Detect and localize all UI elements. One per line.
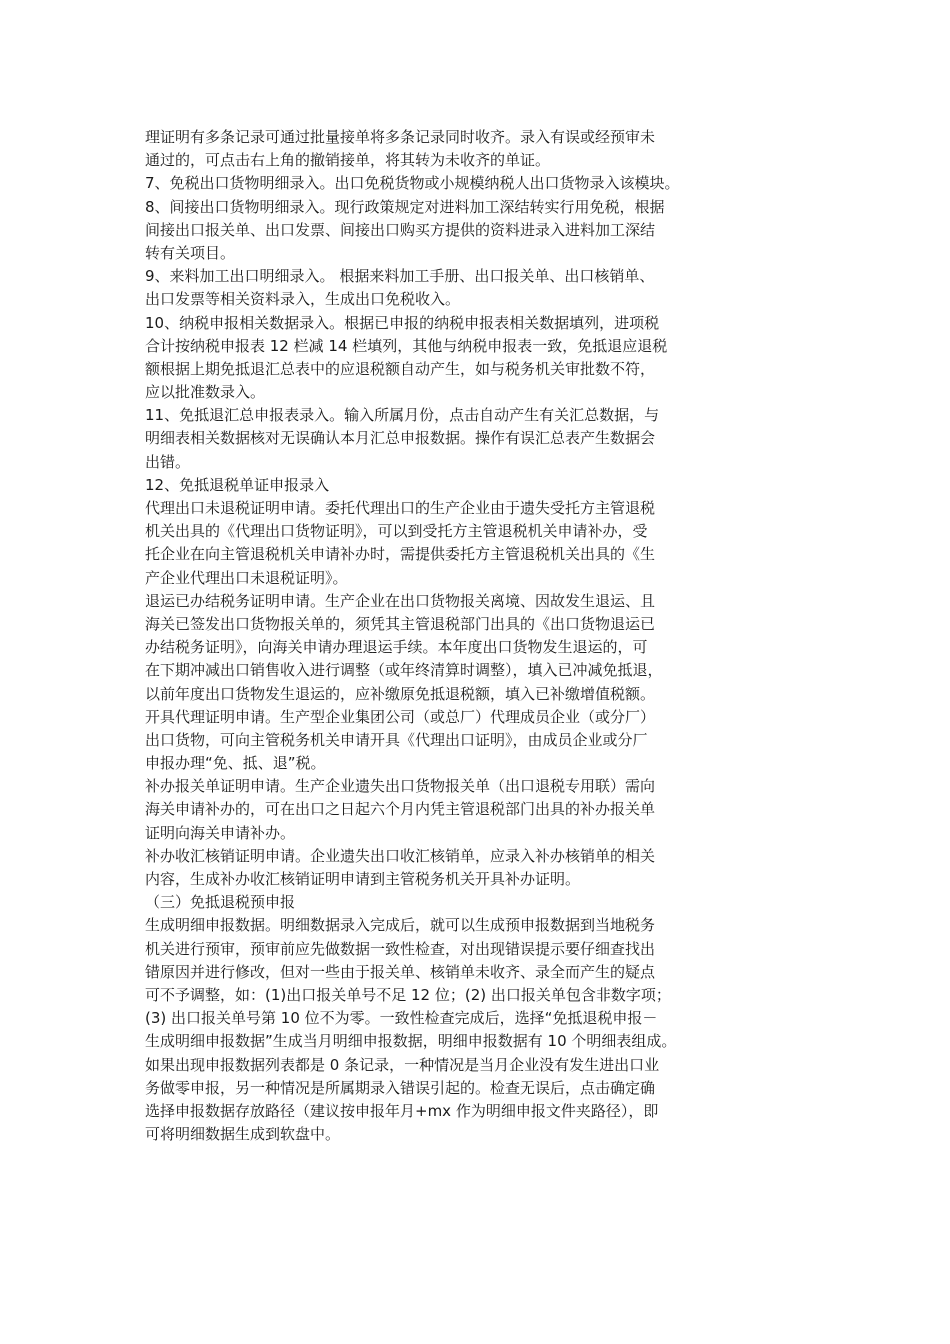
text-line: 9、来料加工出口明细录入。 根据来料加工手册、出口报关单、出口核销单、 [145,267,655,286]
text-line: 以前年度出口货物发生退运的，应补缴原免抵退税额，填入已补缴增值税额。 [145,684,656,703]
text-line: 出错。 [145,452,191,471]
text-line: 8、间接出口货物明细录入。现行政策规定对进料加工深结转实行用免税，根据 [145,197,665,216]
text-line: 补办收汇核销证明申请。企业遗失出口收汇核销单，应录入补办核销单的相关 [145,846,656,865]
text-line: 理证明有多条记录可通过批量接单将多条记录同时收齐。录入有误或经预审未 [145,128,656,146]
text-line: 10、纳税申报相关数据录入。根据已申报的纳税申报表相关数据填列，进项税 [145,313,660,332]
text-line: 海关已签发出口货物报关单的，须凭其主管退税部门出具的《出口货物退运已 [145,614,656,633]
text-line: 合计按纳税申报表 12 栏减 14 栏填列，其他与纳税申报表一致，免抵退应退税 [145,336,668,355]
text-line: 务做零申报，另一种情况是所属期录入错误引起的。检查无误后，点击确定确 [145,1078,656,1097]
text-line: 额根据上期免抵退汇总表中的应退税额自动产生，如与税务机关审批数不符， [145,359,656,378]
text-line: 错原因并进行修改，但对一些由于报关单、核销单未收齐、录全而产生的疑点 [145,962,656,981]
text-line: 申报办理“免、抵、退”税。 [145,754,326,773]
text-line: 11、免抵退汇总申报表录入。输入所属月份，点击自动产生有关汇总数据，与 [145,406,660,425]
text-line: 机关出具的《代理出口货物证明》，可以到受托方主管退税机关申请补办，受 [145,522,648,541]
text-line: 转有关项目。 [145,243,236,262]
text-line: 生成明细申报数据”生成当月明细申报数据，明细申报数据有 10 个明细表组成。 [145,1032,677,1051]
text-line: 海关申请补办的，可在出口之日起六个月内凭主管退税部门出具的补办报关单 [145,800,656,819]
text-line: 退运已办结税务证明申请。生产企业在出口货物报关离境、因故发生退运、且 [145,591,656,610]
text-line: 如果出现申报数据列表都是 0 条记录，一种情况是当月企业没有发生进出口业 [145,1055,660,1074]
text-line: 可不予调整，如：(1)出口报关单号不足 12 位；(2) 出口报关单包含非数字项； [145,985,671,1004]
text-line: 可将明细数据生成到软盘中。 [145,1125,341,1144]
text-line: 在下期冲减出口销售收入进行调整（或年终清算时调整），填入已冲减免抵退， [145,661,663,680]
text-line: 出口发票等相关资料录入，生成出口免税收入。 [145,290,461,309]
text-line: 生成明细申报数据。明细数据录入完成后，就可以生成预申报数据到当地税务 [145,916,656,935]
text-line: 产企业代理出口未退税证明》。 [145,568,348,587]
document-body [145,126,825,1146]
text-line: 代理出口未退税证明申请。委托代理出口的生产企业由于遗失受托方主管退税 [145,499,656,517]
text-line: 明细表相关数据核对无误确认本月汇总申报数据。操作有误汇总表产生数据会 [145,429,656,448]
text-line: 间接出口报关单、出口发票、间接出口购买方提供的资料进录入进料加工深结 [145,220,656,239]
text-line: 通过的，可点击右上角的撤销接单，将其转为未收齐的单证。 [145,151,551,170]
text-line: 开具代理证明申请。生产型企业集团公司（或总厂）代理成员企业（或分厂） [145,707,656,726]
text-line: 机关进行预审，预审前应先做数据一致性检查，对出现错误提示要仔细查找出 [145,939,656,958]
text-line: （三）免抵退税预申报 [145,893,296,912]
text-line: (3) 出口报关单号第 10 位不为零。一致性检查完成后，选择“免抵退税申报－ [145,1009,658,1028]
text-line: 补办报关单证明申请。生产企业遗失出口货物报关单（出口退税专用联）需向 [145,777,656,796]
text-line: 证明向海关申请补办。 [145,823,296,842]
text-line: 7、免税出口货物明细录入。出口免税货物或小规模纳税人出口货物录入该模块。 [145,174,680,193]
text-line: 应以批准数录入。 [145,383,266,402]
text-line: 办结税务证明》，向海关申请办理退运手续。本年度出口货物发生退运的，可 [145,638,648,657]
text-line: 12、免抵退税单证申报录入 [145,475,330,494]
text-line: 内容，生成补办收汇核销证明申请到主管税务机关开具补办证明。 [145,870,581,888]
text-line: 选择申报数据存放路径（建议按申报年月+mx 作为明细申报文件夹路径），即 [145,1101,659,1120]
text-line: 出口货物，可向主管税务机关申请开具《代理出口证明》，由成员企业或分厂 [145,730,648,749]
text-line: 托企业在向主管退税机关申请补办时，需提供委托方主管退税机关出具的《生 [145,545,656,564]
